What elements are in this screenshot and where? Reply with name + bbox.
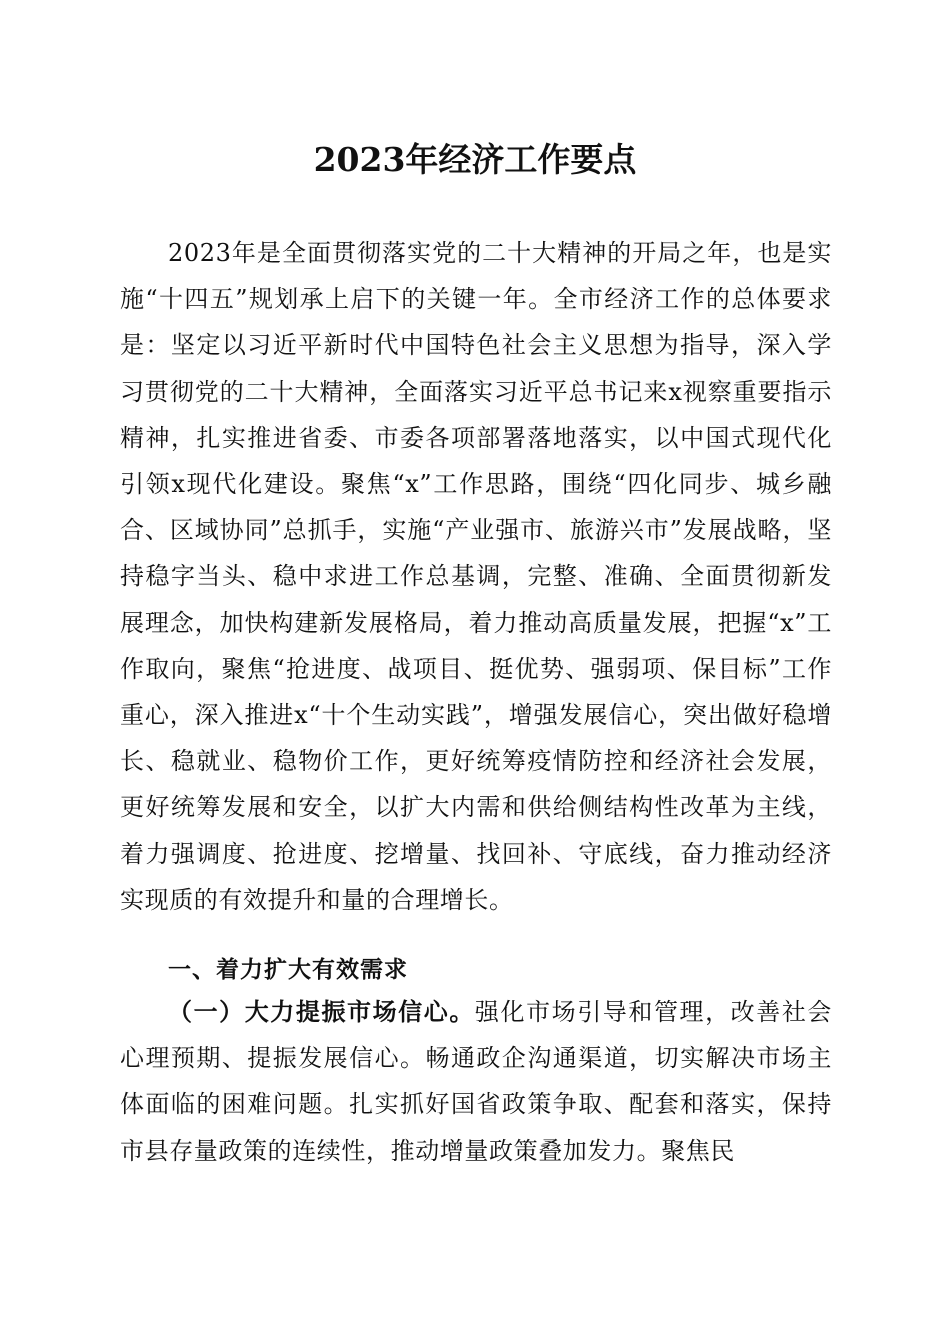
subsection-paragraph <box>120 989 832 1174</box>
document-title: 2023年经济工作要点 <box>313 140 637 179</box>
intro-paragraph: 2023年是全面贯彻落实党的二十大精神的开局之年，也是实施“十四五”规划承上启下的关键一年。全市经济工作的总体要求是：坚定以习近平新时代中国特色社会主义思想为指导，深入学习贯彻党的二十大精神，全面落实习近平总书记来x视察重要指示精神，扎实推进省委、市委各项部署落地落实，以中国式现代化引领x现代化建设。聚焦“x”工作思路，围绕“四化同步、城乡融合、区域协同”总抓手，实施“产业强市、旅游兴市”发展战略，坚持稳字当头、稳中求进工作总基调，完整、准确、全面贯彻新发展理念，加快构建新发展格局，着力推动高质量发展，把握“x”工作取向，聚焦“抢进度、战项目、挺优势、强弱项、保目标”工作重心，深入推进x“十个生动实践”，增强发展信心，突出做好稳增长、稳就业、稳物价工作，更好统筹疫情防控和经济社会发展，更好统筹发展和安全，以扩大内需和供给侧结构性改革为主线，着力强调度、抢进度、挖增量、找回补、守底线，奋力推动经济实现质的有效提升和量的合理增长。 <box>120 239 832 914</box>
section-heading: 一、着力扩大有效需求 <box>168 957 408 983</box>
subsection-title: （一）大力提振市场信心。 <box>168 997 475 1026</box>
subsection-text: 强化市场引导和管理，改善社会心理预期、提振发展信心。畅通政企沟通渠道，切实解决市场主体面临的困难问题。扎实抓好国省政策争取、配套和落实，保持市县存量政策的连续性，推动增量政策叠加发力。聚焦民 <box>120 998 833 1165</box>
